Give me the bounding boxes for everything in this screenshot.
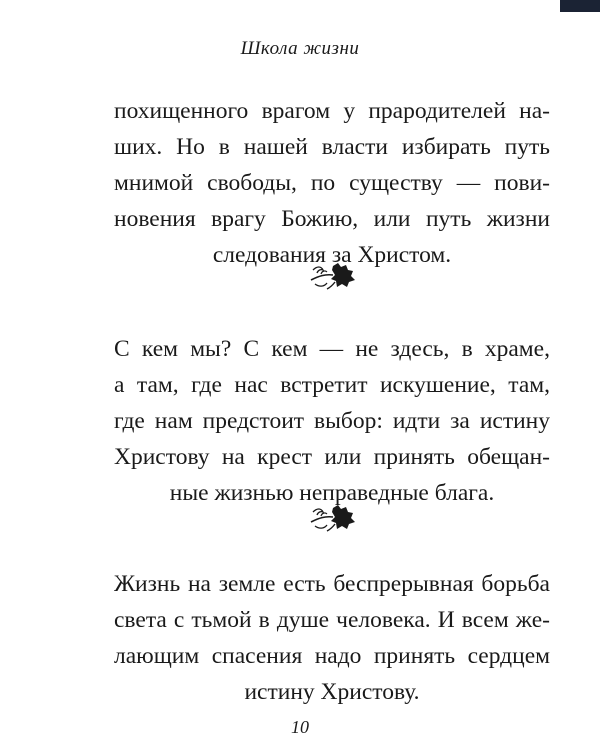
scan-edge-artifact xyxy=(560,0,600,12)
text-line: света с тьмой в душе человека. И всем же- xyxy=(114,607,550,633)
text-line: мнимой свободы, по существу — пови- xyxy=(114,170,550,196)
text-line: новения врагу Божию, или путь жизни xyxy=(114,206,550,232)
text-line: С кем мы? С кем — не здесь, в храме, xyxy=(114,336,550,362)
paragraph-1 xyxy=(114,93,550,273)
paragraph-2 xyxy=(114,331,550,511)
text-line: ные жизнью неправедные блага. xyxy=(169,480,495,506)
text-line: где нам предстоит выбор: идти за истину xyxy=(114,408,550,434)
vine-leaf-ornament-icon xyxy=(305,254,361,294)
text-line: следования за Христом. xyxy=(212,242,452,268)
text-line: похищенного врагом у прародителей на- xyxy=(114,98,550,124)
paragraph-3 xyxy=(114,566,550,710)
vine-leaf-ornament-icon xyxy=(305,496,361,536)
text-line: Жизнь на земле есть беспрерывная борьба xyxy=(114,571,550,597)
text-line: ших. Но в нашей власти избирать путь xyxy=(114,134,550,160)
running-header: Школа жизни xyxy=(240,38,360,59)
text-line: истину Христову. xyxy=(244,679,420,705)
text-line: Христову на крест или принять обещан- xyxy=(114,444,550,470)
text-line: а там, где нас встретит искушение, там, xyxy=(114,372,550,398)
text-line: лающим спасения надо принять сердцем xyxy=(114,643,550,669)
page-number: 10 xyxy=(291,717,309,737)
